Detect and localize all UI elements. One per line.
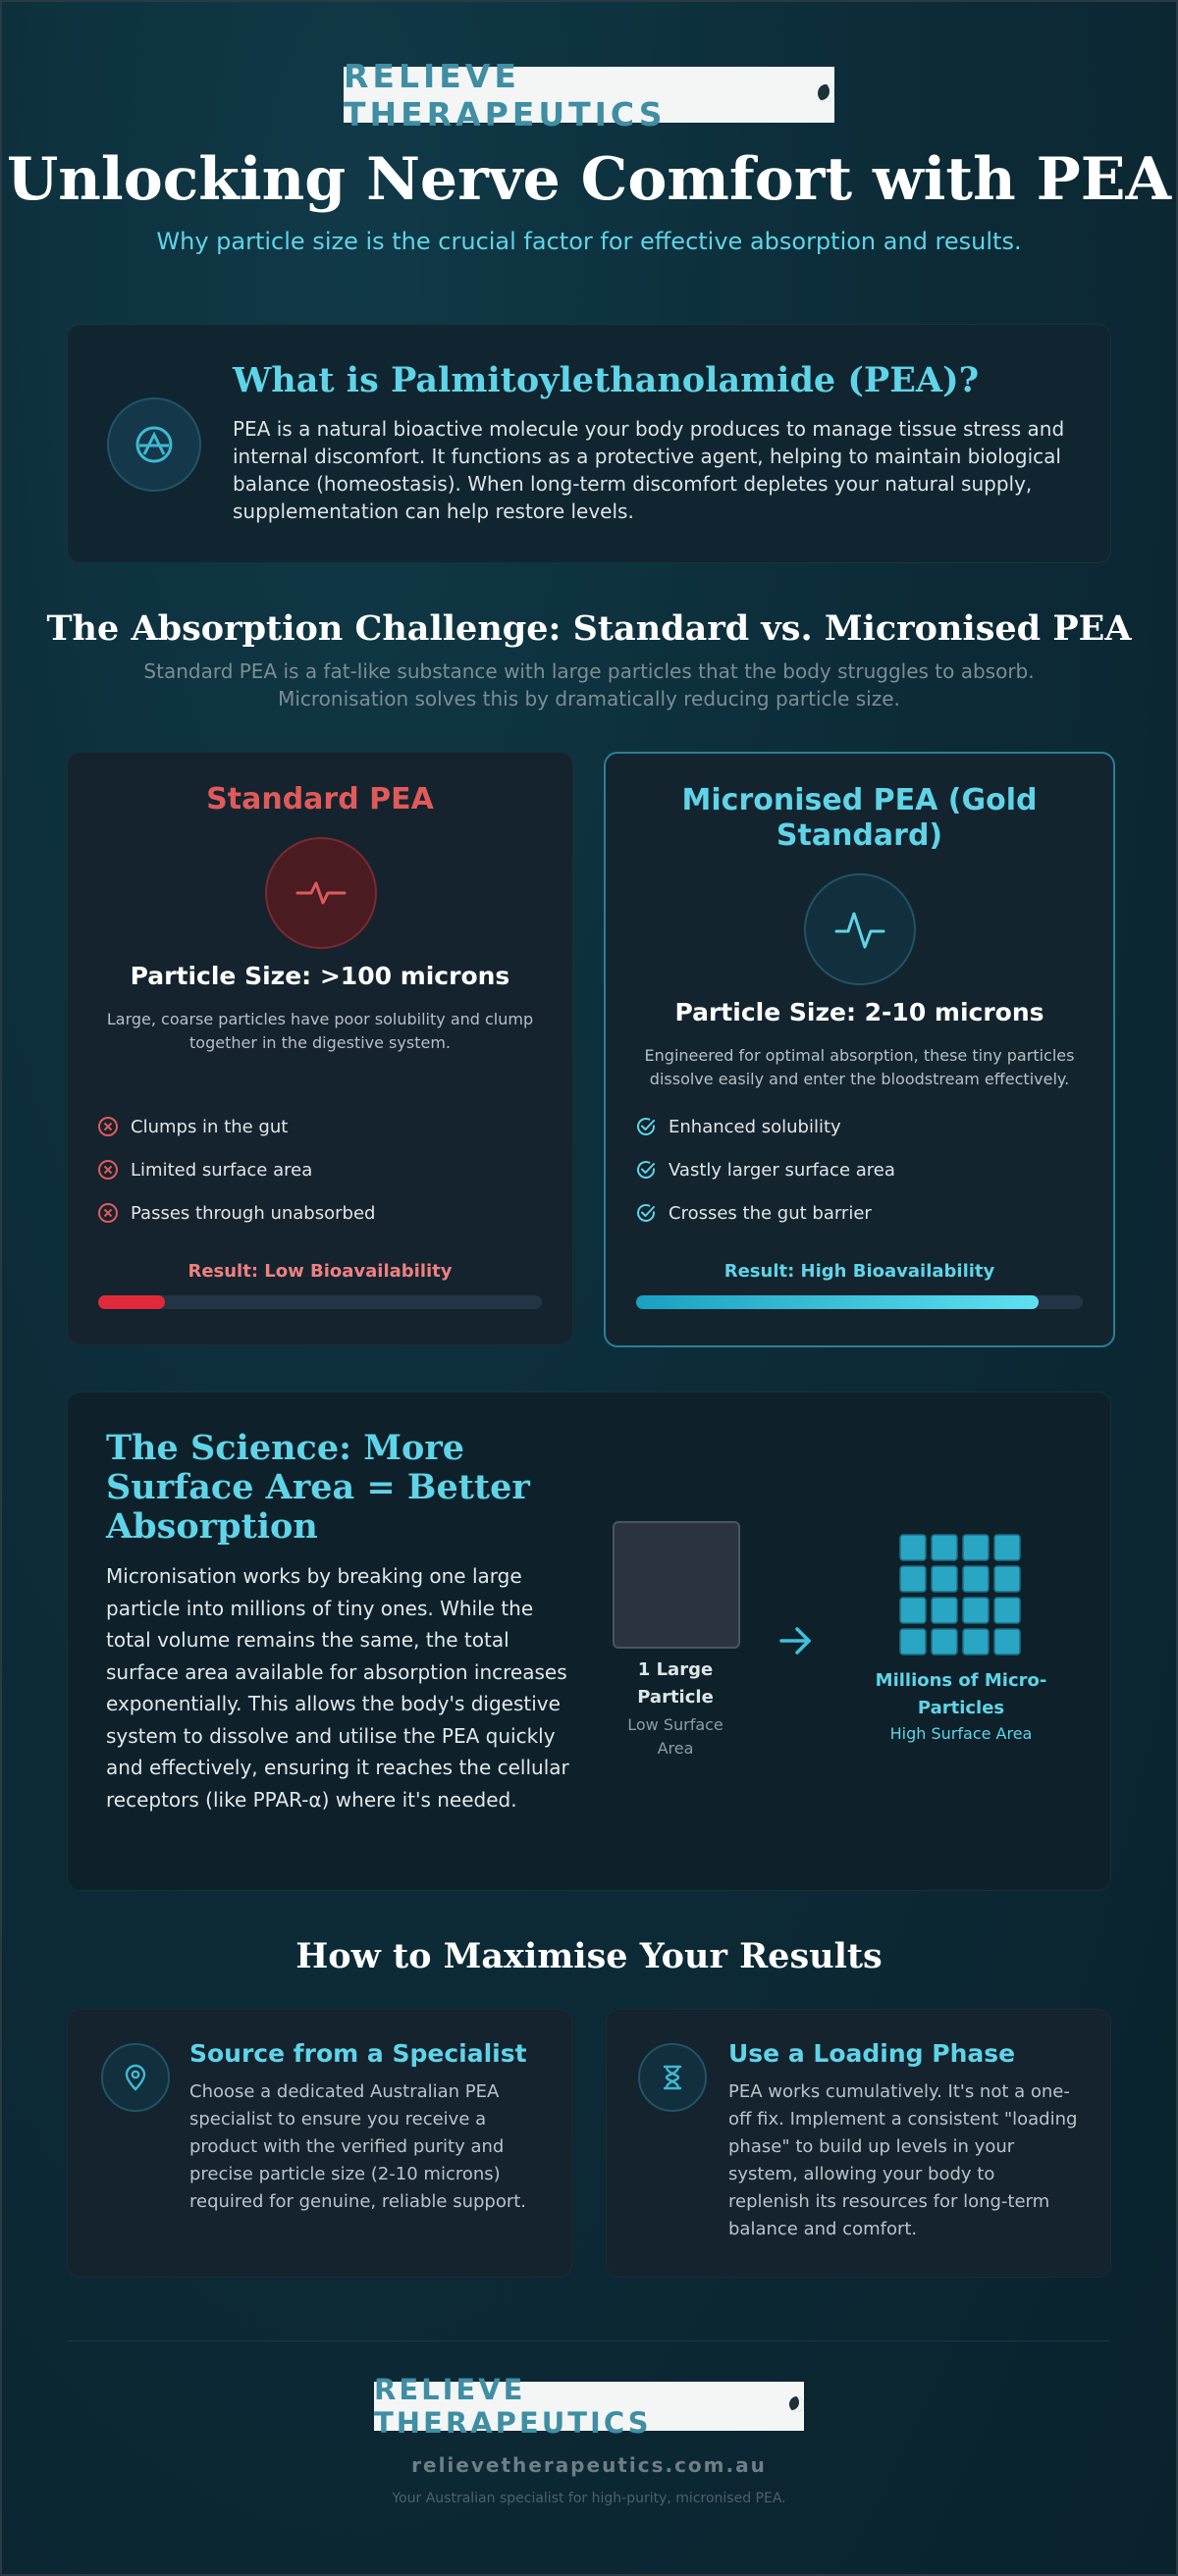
standard-pea-card <box>67 752 573 1345</box>
check-circle-icon <box>635 1116 657 1137</box>
micro-particle <box>900 1598 926 1623</box>
list-item <box>97 1159 312 1181</box>
molecule-icon <box>107 397 201 492</box>
list-item-label: Clumps in the gut <box>131 1116 289 1137</box>
micro-particle <box>994 1535 1020 1560</box>
micronised-title: Micronised PEA (Gold Standard) <box>681 783 1038 853</box>
micronised-pea-card <box>604 752 1115 1347</box>
footer-tagline: Your Australian specialist for high-purity, micronised PEA. <box>392 2491 786 2506</box>
moon-icon <box>818 84 834 102</box>
page-subtitle: Why particle size is the crucial factor for effective absorption and results. <box>156 228 1022 255</box>
large-particle <box>613 1521 740 1649</box>
standard-title: Standard PEA <box>206 782 434 816</box>
micro-particle <box>932 1598 957 1623</box>
tip-body: PEA works cumulatively. It's not a one-off fix. Implement a consistent "loading phase" to build up levels in your system, allowing your body to replenish its resources for long-term balance and comfort. <box>728 2081 1078 2239</box>
brand-logo <box>344 56 834 133</box>
arrow-right-icon <box>778 1624 814 1657</box>
list-item-label: Crosses the gut barrier <box>669 1202 872 1224</box>
footer-url[interactable]: relievetherapeutics.com.au <box>411 2453 767 2477</box>
tip-card-loading <box>606 2009 1111 2278</box>
location-pin-icon <box>101 2043 170 2112</box>
what-is-card <box>67 324 1111 563</box>
check-circle-icon <box>635 1202 657 1224</box>
list-item <box>97 1202 375 1224</box>
what-is-title: What is Palmitoylethanolamide (PEA)? <box>233 360 980 400</box>
x-circle-icon <box>97 1159 119 1181</box>
micronised-result: Result: High Bioavailability <box>723 1261 995 1282</box>
micro-particle <box>963 1566 989 1592</box>
footer-divider <box>67 2340 1109 2341</box>
micronised-size: Particle Size: 2-10 microns <box>674 998 1044 1026</box>
micronised-bioavailability-bar <box>636 1295 1083 1309</box>
check-circle-icon <box>635 1159 657 1181</box>
science-title: The Science: More Surface Area = Better Absorption <box>106 1428 530 1547</box>
list-item-label: Vastly larger surface area <box>669 1159 895 1181</box>
list-item <box>635 1202 872 1224</box>
footer-logo-text: RELIEVE THERAPEUTICS <box>374 2373 652 2440</box>
brand-logo-text: RELIEVE THERAPEUTICS <box>344 56 667 133</box>
x-circle-icon <box>97 1116 119 1137</box>
standard-bioavailability-bar <box>98 1295 542 1309</box>
hourglass-icon <box>638 2043 707 2112</box>
micro-particle-grid <box>898 1533 1024 1658</box>
tip-title: Use a Loading Phase <box>728 2039 1016 2068</box>
micro-particle <box>994 1629 1020 1655</box>
page-title: Unlocking Nerve Comfort with PEA <box>6 145 1172 214</box>
large-particle-sub: Low Surface Area <box>627 1715 723 1758</box>
micro-particle <box>994 1566 1020 1592</box>
tip-body: Choose a dedicated Australian PEA specialist to ensure you receive a product with the verified purity and precise particle size (2-10 microns) required for genuine, reliable support. <box>189 2081 527 2212</box>
tip-title: Source from a Specialist <box>189 2039 527 2068</box>
tip-card-specialist <box>67 2009 572 2278</box>
challenge-subtitle: Standard PEA is a fat-like substance with large particles that the body struggles to absorb. Micronisation solves this by dramatically reducing particle size. <box>143 659 1035 710</box>
micro-particle <box>900 1566 926 1592</box>
micro-particle <box>994 1598 1020 1623</box>
micro-particle <box>900 1535 926 1560</box>
pulse-icon <box>265 837 377 949</box>
list-item-label: Passes through unabsorbed <box>131 1202 376 1224</box>
micro-particle <box>932 1629 957 1655</box>
list-item <box>635 1116 841 1137</box>
micro-particle <box>963 1535 989 1560</box>
list-item-label: Enhanced solubility <box>669 1116 841 1137</box>
micro-particles-label: Millions of Micro-Particles <box>875 1670 1047 1718</box>
standard-bar-fill <box>98 1295 165 1309</box>
science-body: Micronisation works by breaking one large particle into millions of tiny ones. While the total volume remains the same, the total surface area available for absorption increases exponentially. This allows the body's digestive system to dissolve and utilise the PEA quickly and effectively, ensuring it reaches the cellular receptors (like PPAR-α) where it's needed. <box>106 1564 569 1812</box>
list-item <box>97 1116 288 1137</box>
micro-particle <box>963 1629 989 1655</box>
x-circle-icon <box>97 1202 119 1224</box>
standard-result: Result: Low Bioavailability <box>187 1261 453 1282</box>
large-particle-label: 1 Large Particle <box>637 1659 714 1708</box>
what-is-body: PEA is a natural bioactive molecule your body produces to manage tissue stress and internal discomfort. It functions as a protective agent, helping to maintain biological balance (homeostasis). When long-term discomfort depletes your natural supply, supplementation can help restore levels. <box>233 417 1065 523</box>
footer-logo <box>374 2373 804 2440</box>
standard-size: Particle Size: >100 microns <box>130 962 510 990</box>
moon-icon <box>789 2396 804 2412</box>
micro-particle <box>932 1535 957 1560</box>
list-item <box>635 1159 895 1181</box>
micro-particle <box>900 1629 926 1655</box>
micronised-desc: Engineered for optimal absorption, these tiny particles dissolve easily and enter the bloodstream effectively. <box>644 1046 1075 1088</box>
list-item-label: Limited surface area <box>131 1159 313 1181</box>
activity-icon <box>804 873 916 985</box>
micronised-bar-fill <box>636 1295 1039 1309</box>
standard-desc: Large, coarse particles have poor solubility and clump together in the digestive system. <box>106 1010 534 1052</box>
results-title: How to Maximise Your Results <box>295 1936 883 1976</box>
micro-particle <box>963 1598 989 1623</box>
micro-particles-sub: High Surface Area <box>889 1724 1033 1743</box>
challenge-title: The Absorption Challenge: Standard vs. Micronised PEA <box>46 608 1132 649</box>
micro-particle <box>932 1566 957 1592</box>
